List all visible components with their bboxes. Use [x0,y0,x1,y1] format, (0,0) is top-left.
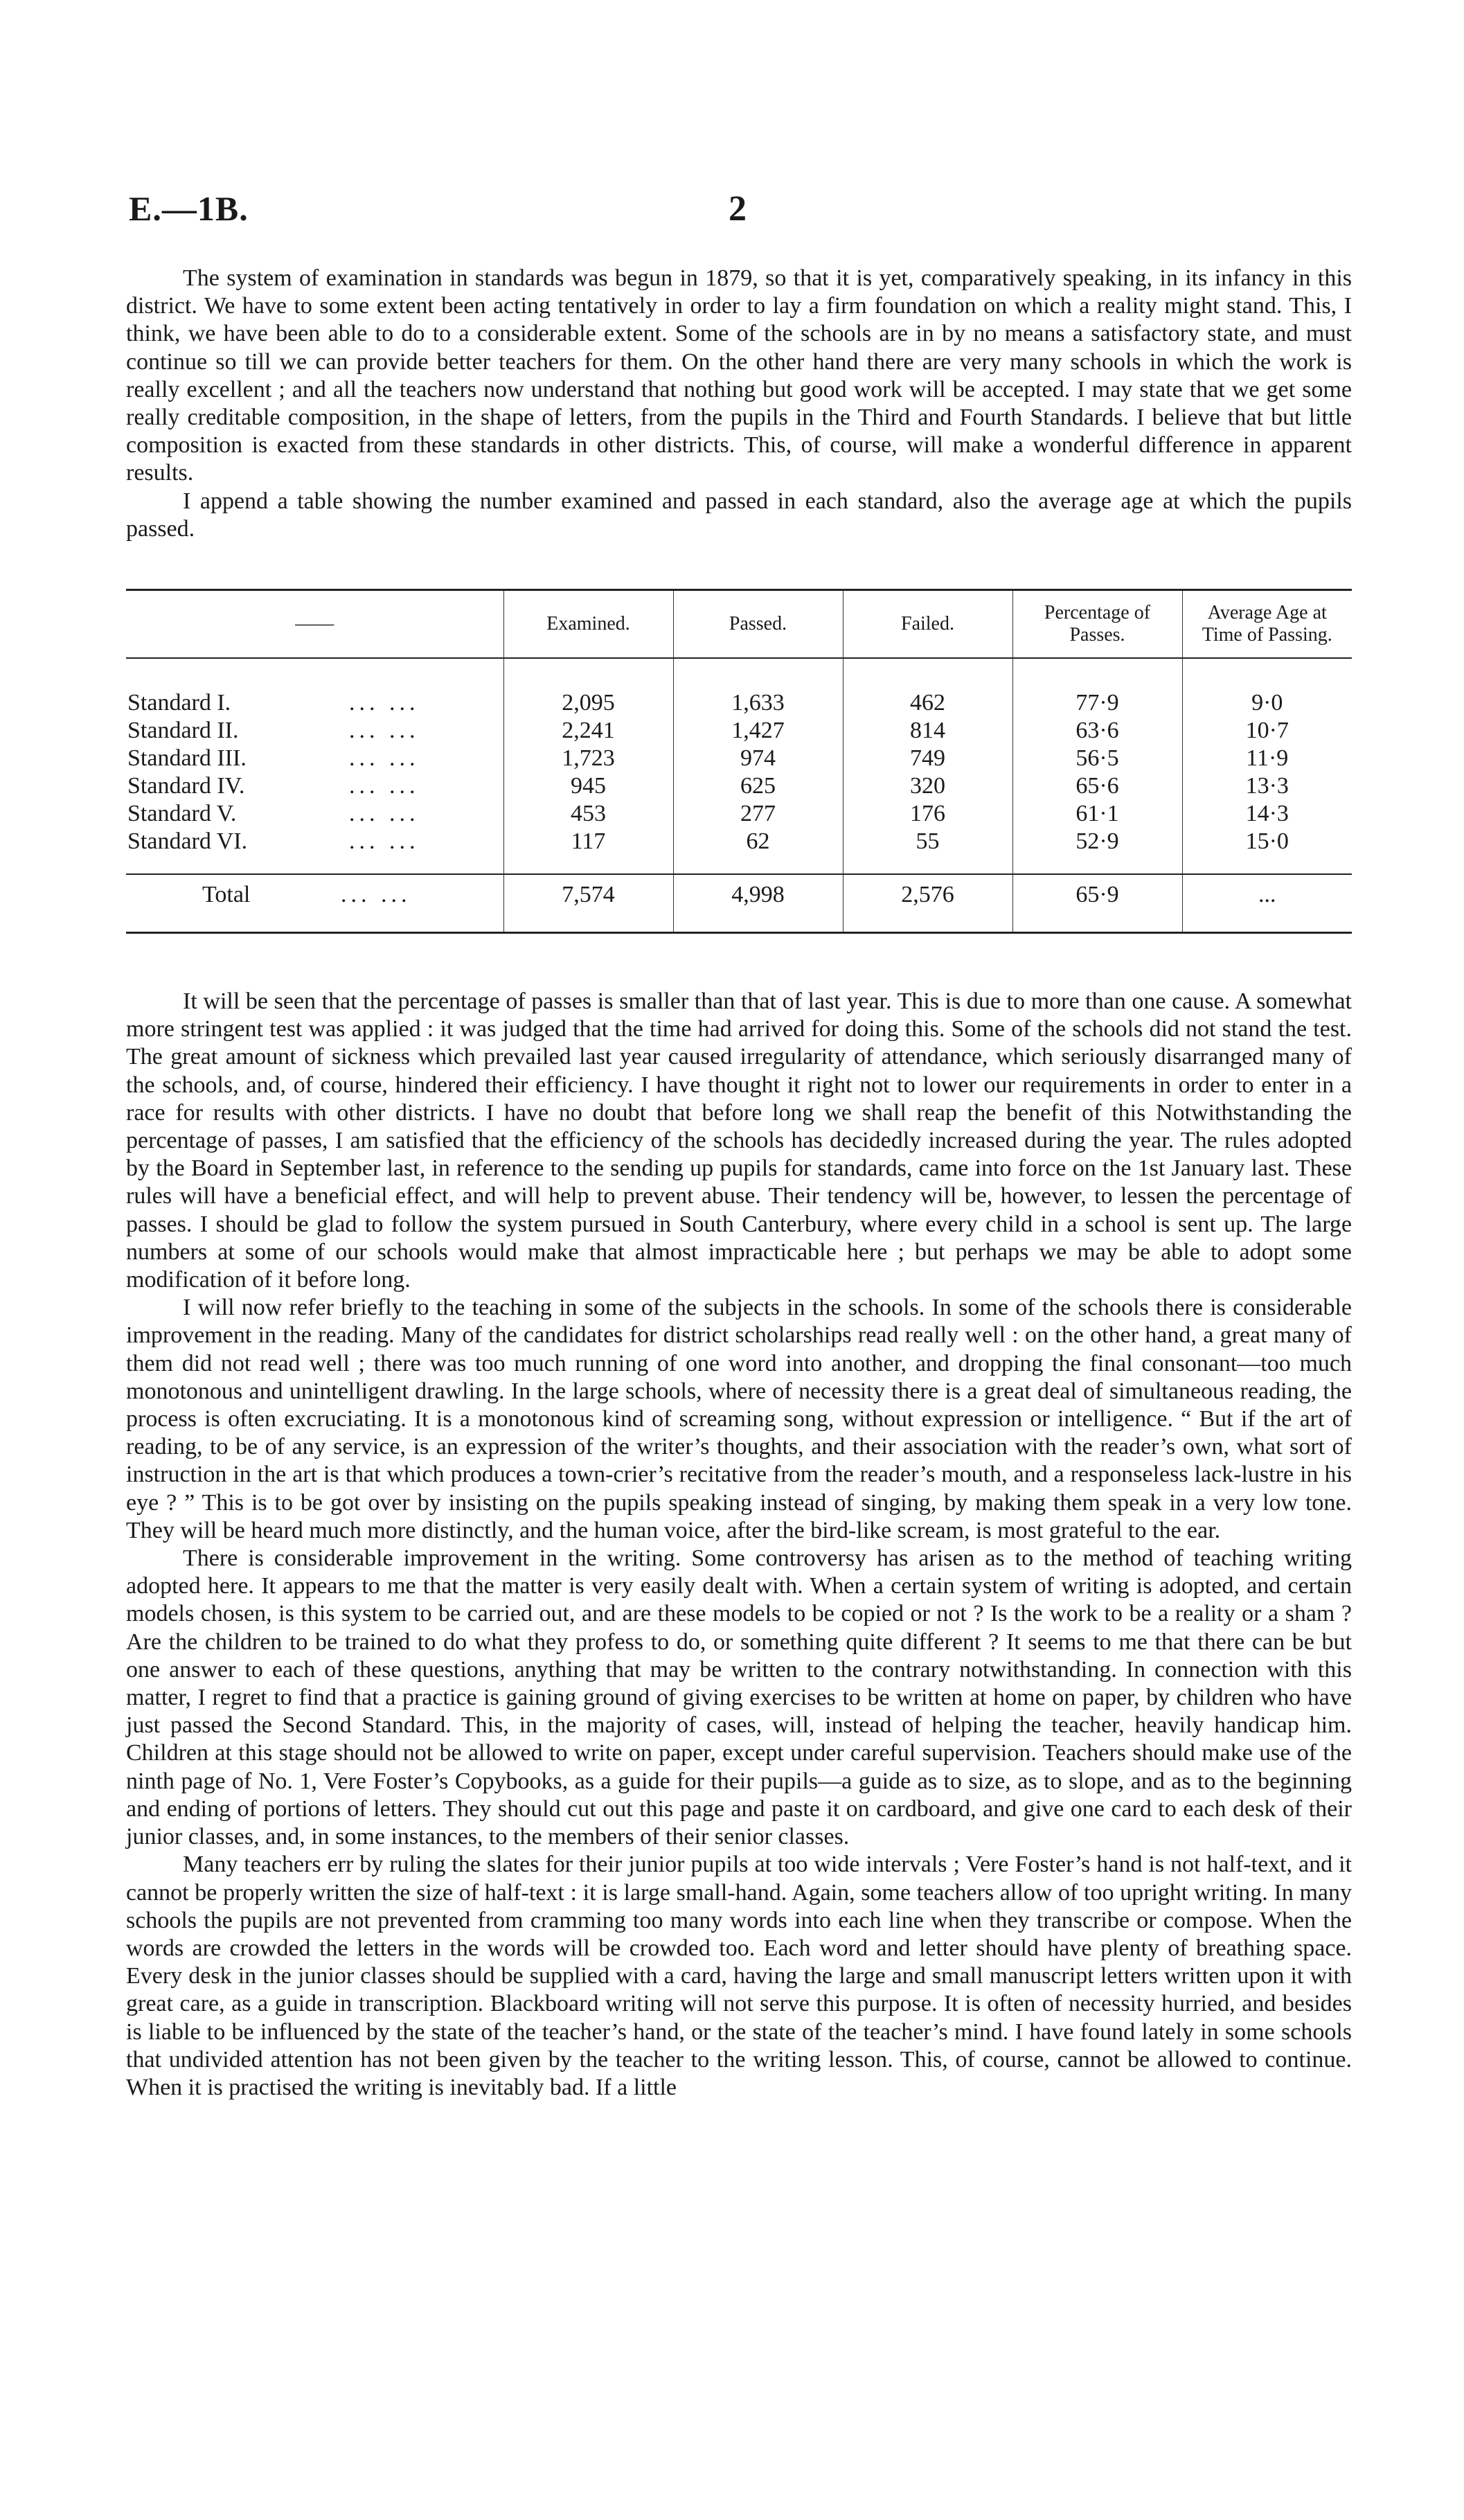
failed-cell: 814 [843,717,1012,745]
leader-dots: ... ... [349,718,420,743]
column-header: Percentage of Passes. [1012,590,1182,659]
table-row [126,717,1352,745]
column-header: Examined. [503,590,673,659]
examined-cell: 117 [503,828,673,855]
column-header-label: —— [295,613,334,635]
failed-total: 2,576 [843,874,1012,915]
percentage-cell: 77·9 [1012,689,1182,717]
age-total: ... [1182,874,1352,915]
percentage-cell: 65·6 [1012,772,1182,800]
percentage-cell: 56·5 [1012,745,1182,772]
table-row [126,745,1352,772]
paragraph: The system of examination in standards was begun in 1879, so that it is yet, comparatively speaking, in its infancy in this district. We have to some extent been acting tentatively in order to lay a firm foundation on which a reality might stand. This, I think, we have been able to do to a considerable extent. Some of the schools are in by no means a satisfactory state, and must continue so till we can provide better teachers for them. On the other hand there are very many schools in which the work is really excellent ; and all the teachers now understand that nothing but good work will be accepted. I may state that we get some really creditable composition, in the shape of letters, from the pupils in the Third and Fourth Standards. I believe that but little composition is exacted from these standards in other districts. This, of course, will make a wonderful difference in apparent results. [126,265,1352,486]
row-label: Standard VI. [127,828,248,854]
table-row [126,800,1352,828]
failed-cell: 176 [843,800,1012,828]
percentage-cell: 63·6 [1012,717,1182,745]
percentage-total: 65·9 [1012,874,1182,915]
leader-dots: ... ... [349,828,420,854]
leader-dots: ... ... [349,801,420,826]
column-header [126,590,503,659]
table-row [126,828,1352,855]
page-header [129,188,1348,237]
table-total-row [126,874,1352,915]
standards-results-table [126,589,1352,934]
table-spacer [126,658,1352,689]
failed-cell: 55 [843,828,1012,855]
passed-cell: 974 [673,745,843,772]
table-row [126,689,1352,717]
leader-dots: ... ... [341,882,411,907]
body-text [126,988,1352,2102]
document-reference: E.—1B. [129,189,249,228]
passed-cell: 1,427 [673,717,843,745]
age-cell: 13·3 [1182,772,1352,800]
failed-cell: 462 [843,689,1012,717]
column-header: Average Age at Time of Passing. [1182,590,1352,659]
failed-cell: 749 [843,745,1012,772]
percentage-cell: 52·9 [1012,828,1182,855]
intro-text [126,265,1352,543]
paragraph: I will now refer briefly to the teaching in some of the subjects in the schools. In some of the schools there is considerable improvement in the reading. Many of the candidates for district scholarships read really well : on the other hand, a great many of them did not read well ; there was too much running of one word into another, and dropping the final consonant—too much monotonous and unintelligent drawling. In the large schools, where of necessity there is a great deal of simultaneous reading, the process is often excruciating. It is a monotonous kind of screaming song, without expression or intelligence. “ But if the art of reading, to be of any service, is an expression of the writer’s thoughts, and their association with the reader’s own, what sort of instruction in the art is that which produces a town-crier’s recitative from the reader’s mouth, and a responseless lack-lustre in his eye ? ” This is to be got over by insisting on the pupils speaking instead of singing, by making them speak in a very low tone. They will be heard much more distinctly, and the human voice, after the bird-like scream, is most grateful to the ear. [126,1295,1352,1543]
examined-cell: 2,241 [503,717,673,745]
paragraph: Many teachers err by ruling the slates for their junior pupils at too wide intervals ; Vere Foster’s hand is not half-text, and it cannot be properly written the size of half-text : it is large small-hand. Again, some teachers allow of too upright writing. In many schools the pupils are not prevented from cramming too many words into each line when they transcribe or compose. When the words are crowded the letters in the words will be crowded too. Each word and letter should have plenty of breathing space. Every desk in the junior classes should be supplied with a card, having the large and small manuscript letters written upon it with great care, as a guide in transcription. Blackboard writing will not serve this purpose. It is often of necessity hurried, and besides is liable to be influenced by the state of the teacher’s hand, or the state of the teacher’s mind. I have found lately in some schools that undivided attention has not been given by the teacher to the writing lesson. This, of course, cannot be allowed to continue. When it is practised the writing is inevitably bad. If a little [126,1852,1352,2100]
examined-cell: 945 [503,772,673,800]
leader-dots: ... ... [349,773,420,799]
passed-cell: 1,633 [673,689,843,717]
percentage-cell: 61·1 [1012,800,1182,828]
table-row [126,772,1352,800]
table-spacer [126,915,1352,933]
age-cell: 15·0 [1182,828,1352,855]
age-cell: 14·3 [1182,800,1352,828]
age-cell: 10·7 [1182,717,1352,745]
leader-dots: ... ... [349,690,420,716]
paragraph: It will be seen that the percentage of passes is smaller than that of last year. This is due to more than one cause. A somewhat more stringent test was applied : it was judged that the time had arrived for doing this. Some of the schools did not stand the test. The great amount of sickness which prevailed last year caused irregularity of attendance, which seriously disarranged many of the schools, and, of course, hindered their efficiency. I have thought it right not to lower our requirements in order to enter in a race for results with other districts. I have no doubt that before long we shall reap the benefit of this Notwithstanding the percentage of passes, I am satisfied that the efficiency of the schools has decidedly increased during the year. The rules adopted by the Board in September last, in reference to the sending up pupils for standards, came into force on the 1st January last. These rules will have a beneficial effect, and will help to prevent abuse. Their tendency will be, however, to lessen the percentage of passes. I should be glad to follow the system pursued in South Canterbury, where every child in a school is sent up. The large numbers at some of our schools would make that almost impracticable here ; but perhaps we may be able to adopt some modification of it before long. [126,988,1352,1293]
age-cell: 9·0 [1182,689,1352,717]
row-label: Standard V. [127,801,237,826]
paragraph: There is considerable improvement in the writing. Some controversy has arisen as to the method of teaching writing adopted here. It appears to me that the matter is very easily dealt with. When a certain system of writing is adopted, and certain models chosen, is this system to be carried out, and are these models to be copied or not ? Is the work to be a reality or a sham ? Are the children to be trained to do what they profess to do, or something quite different ? It seems to me that there can be but one answer to each of these questions, anything that may be written to the contrary notwithstanding. In connection with this matter, I regret to find that a practice is gaining ground of giving exercises to be written at home on paper, by children who have just passed the Second Standard. This, in the majority of cases, will, instead of helping the teacher, heavily handicap him. Children at this stage should not be allowed to write on paper, except under careful supervision. Teachers should make use of the ninth page of No. 1, Vere Foster’s Copybooks, as a guide for their pupils—a guide as to size, as to slope, and as to the beginning and ending of portions of letters. They should cut out this page and paste it on cardboard, and give one card to each desk of their junior classes, and, in some instances, to the members of their senior classes. [126,1545,1352,1850]
table-spacer [126,855,1352,874]
row-label: Standard II. [127,718,239,743]
row-label: Standard IV. [127,773,245,799]
examined-cell: 1,723 [503,745,673,772]
failed-cell: 320 [843,772,1012,800]
paragraph: I append a table showing the number examined and passed in each standard, also the average age at which the pupils passed. [126,488,1352,542]
row-label: Standard III. [127,745,247,771]
page-number: 2 [729,189,747,229]
passed-cell: 277 [673,800,843,828]
passed-cell: 62 [673,828,843,855]
column-header: Failed. [843,590,1012,659]
examined-total: 7,574 [503,874,673,915]
passed-total: 4,998 [673,874,843,915]
passed-cell: 625 [673,772,843,800]
examined-cell: 453 [503,800,673,828]
age-cell: 11·9 [1182,745,1352,772]
leader-dots: ... ... [349,745,420,771]
table-header-row [126,590,1352,659]
row-label: Standard I. [127,690,231,716]
examined-cell: 2,095 [503,689,673,717]
total-label: Total [202,882,251,907]
column-header: Passed. [673,590,843,659]
